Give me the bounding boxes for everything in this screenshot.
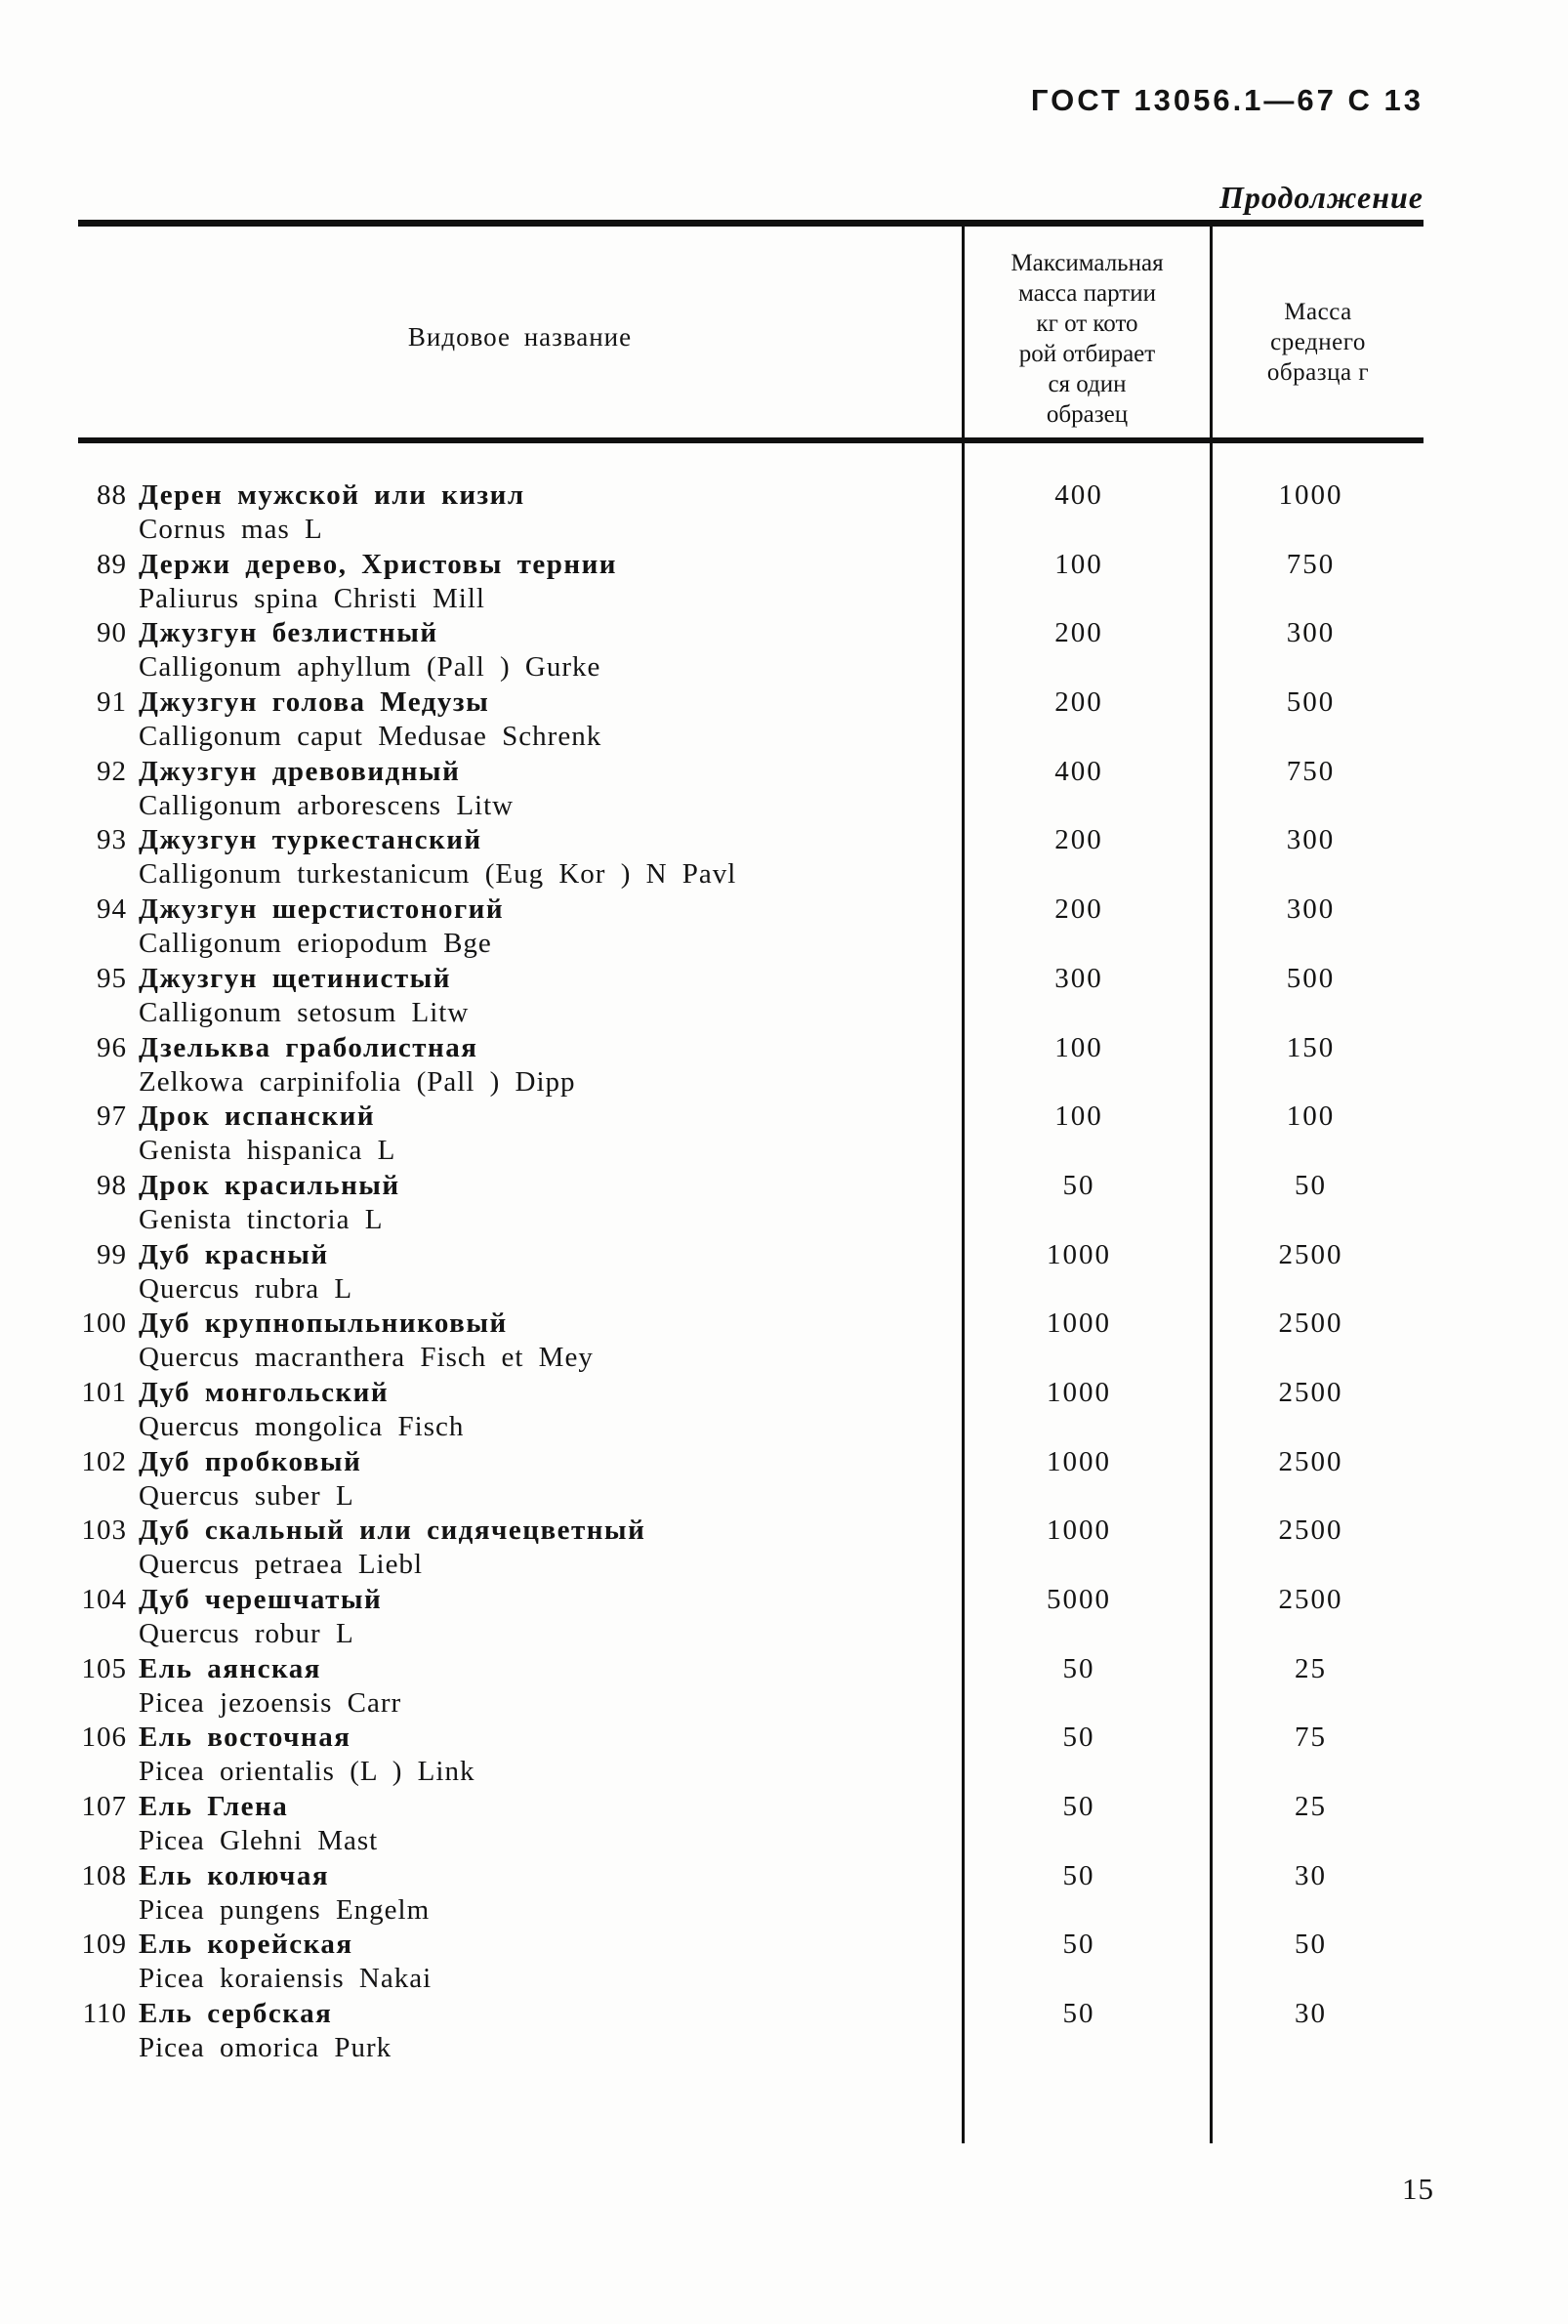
- gost-standard-stamp: ГОСТ 13056.1—67 С 13: [1030, 83, 1424, 117]
- table-row: [78, 1100, 1424, 1169]
- species-name-latin: Picea pungens Engelm: [139, 1893, 431, 1926]
- species-name-latin: Calligonum aphyllum (Pall ) Gurke: [139, 651, 601, 684]
- table-row: [78, 1514, 1424, 1583]
- species-name-russian: Дуб монгольский: [139, 1376, 390, 1408]
- avg-sample-mass-value: 750: [1286, 548, 1336, 580]
- table-row: [78, 823, 1424, 892]
- header-line: ся один: [1048, 371, 1127, 397]
- species-name-russian: Дзельква граболистная: [139, 1031, 478, 1063]
- avg-sample-mass-value: 25: [1295, 1791, 1327, 1823]
- max-batch-mass-value: 50: [1062, 1859, 1095, 1891]
- max-batch-mass-value: 50: [1062, 1998, 1095, 2030]
- species-name-latin: Picea koraiensis Nakai: [139, 1963, 433, 1995]
- avg-sample-mass-value: 150: [1286, 1031, 1336, 1063]
- table-body: [78, 443, 1424, 2066]
- max-batch-mass-value: 200: [1054, 893, 1103, 926]
- species-name-latin: Genista tinctoria L: [139, 1203, 384, 1235]
- table-row: [78, 548, 1424, 617]
- avg-sample-mass-value: 2500: [1278, 1445, 1343, 1477]
- continuation-label: Продолжение: [1219, 180, 1424, 215]
- avg-sample-mass-value: 30: [1295, 1998, 1327, 2030]
- species-name-russian: Дуб пробковый: [139, 1445, 362, 1477]
- row-number: 105: [81, 1652, 127, 1684]
- row-number: 94: [97, 893, 127, 926]
- row-number: 91: [97, 686, 127, 719]
- species-name-russian: Дуб черешчатый: [139, 1584, 383, 1615]
- row-number: 100: [81, 1307, 127, 1340]
- table-row: [78, 892, 1424, 962]
- species-name-russian: Ель Глена: [139, 1791, 289, 1823]
- max-batch-mass-value: 100: [1054, 1031, 1103, 1063]
- avg-sample-mass-value: 500: [1286, 686, 1336, 719]
- table-row: [78, 1790, 1424, 1859]
- table-row: [78, 1238, 1424, 1307]
- header-line: среднего: [1270, 329, 1366, 355]
- avg-sample-mass-value: 300: [1286, 824, 1336, 856]
- row-number: 88: [97, 479, 127, 511]
- species-name-russian: Джузгун древовидный: [139, 755, 461, 787]
- species-name-latin: Quercus rubra L: [139, 1272, 353, 1305]
- avg-sample-mass-value: 75: [1295, 1722, 1327, 1754]
- table-row: [78, 755, 1424, 824]
- species-name-russian: Ель колючая: [139, 1859, 330, 1891]
- max-batch-mass-value: 100: [1054, 548, 1103, 580]
- species-name-russian: Держи дерево, Христовы тернии: [139, 548, 618, 580]
- row-number: 107: [81, 1791, 127, 1823]
- row-number: 95: [97, 962, 127, 994]
- species-name-russian: Ель восточная: [139, 1722, 351, 1754]
- table-row: [78, 1307, 1424, 1376]
- max-batch-mass-value: 50: [1062, 1652, 1095, 1684]
- species-name-latin: Quercus suber L: [139, 1479, 354, 1512]
- species-name-latin: Calligonum caput Medusae Schrenk: [139, 721, 602, 753]
- header-line: масса партии: [1018, 280, 1156, 307]
- avg-sample-mass-value: 2500: [1278, 1515, 1343, 1547]
- table-row: [78, 1859, 1424, 1929]
- avg-sample-mass-value: 25: [1295, 1652, 1327, 1684]
- max-batch-mass-value: 50: [1062, 1169, 1095, 1201]
- row-number: 99: [97, 1238, 127, 1270]
- header-line: образца г: [1266, 359, 1370, 386]
- table-row: [78, 1169, 1424, 1238]
- species-name-russian: Дерен мужской или кизил: [139, 479, 525, 511]
- species-name-latin: Quercus petraea Liebl: [139, 1549, 424, 1581]
- max-batch-mass-value: 1000: [1047, 1515, 1111, 1547]
- species-name-latin: Picea Glehni Mast: [139, 1825, 379, 1857]
- row-number: 109: [81, 1929, 127, 1961]
- column-header-avg-sample-mass: [1213, 227, 1424, 437]
- species-name-latin: Quercus mongolica Fisch: [139, 1410, 465, 1442]
- column-header-species-name: Видовое название: [407, 322, 633, 352]
- row-number: 103: [81, 1515, 127, 1547]
- species-name-latin: Picea orientalis (L ) Link: [139, 1756, 475, 1788]
- max-batch-mass-value: 1000: [1047, 1307, 1111, 1340]
- avg-sample-mass-value: 100: [1286, 1100, 1336, 1133]
- species-name-latin: Cornus mas L: [139, 514, 323, 545]
- avg-sample-mass-value: 2500: [1278, 1376, 1343, 1408]
- max-batch-mass-value: 200: [1054, 824, 1103, 856]
- row-number: 108: [81, 1859, 127, 1891]
- row-number: 110: [82, 1998, 127, 2030]
- header-line: рой отбирает: [1018, 341, 1156, 367]
- avg-sample-mass-value: 50: [1295, 1929, 1327, 1961]
- species-name-russian: Ель аянская: [139, 1652, 321, 1684]
- row-number: 98: [97, 1169, 127, 1201]
- max-batch-mass-value: 50: [1062, 1929, 1095, 1961]
- species-name-latin: Quercus robur L: [139, 1618, 354, 1649]
- avg-sample-mass-value: 300: [1286, 893, 1336, 926]
- species-name-latin: Calligonum arborescens Litw: [139, 789, 515, 821]
- row-number: 104: [81, 1584, 127, 1615]
- avg-sample-mass-value: 50: [1295, 1169, 1327, 1201]
- table-row: [78, 1652, 1424, 1722]
- species-name-latin: Calligonum setosum Litw: [139, 996, 470, 1028]
- species-name-latin: Calligonum turkestanicum (Eug Kor ) N Pavl: [139, 858, 737, 891]
- species-name-russian: Дрок красильный: [139, 1169, 400, 1201]
- row-number: 93: [97, 824, 127, 856]
- table-row: [78, 962, 1424, 1031]
- species-name-russian: Ель корейская: [139, 1929, 353, 1961]
- table-row: [78, 1583, 1424, 1652]
- table-top-rule: [78, 220, 1424, 227]
- avg-sample-mass-value: 2500: [1278, 1307, 1343, 1340]
- max-batch-mass-value: 100: [1054, 1100, 1103, 1133]
- table-row: [78, 616, 1424, 685]
- species-name-russian: Ель сербская: [139, 1998, 333, 2030]
- header-line: Максимальная: [1011, 250, 1164, 276]
- species-name-russian: Джузгун голова Медузы: [139, 686, 490, 719]
- species-name-latin: Picea omorica Purk: [139, 2032, 392, 2064]
- species-name-latin: Picea jezoensis Carr: [139, 1686, 402, 1719]
- row-number: 101: [81, 1376, 127, 1408]
- page-number: 15: [1402, 2172, 1434, 2206]
- max-batch-mass-value: 1000: [1047, 1238, 1111, 1270]
- max-batch-mass-value: 400: [1054, 755, 1103, 787]
- max-batch-mass-value: 400: [1054, 479, 1103, 511]
- avg-sample-mass-value: 2500: [1278, 1238, 1343, 1270]
- species-name-latin: Zelkowa carpinifolia (Pall ) Dipp: [139, 1065, 576, 1098]
- row-number: 92: [97, 755, 127, 787]
- table-row: [78, 1997, 1424, 2066]
- max-batch-mass-value: 200: [1054, 686, 1103, 719]
- species-mass-table: [78, 220, 1424, 2143]
- max-batch-mass-value: 5000: [1047, 1584, 1111, 1615]
- avg-sample-mass-value: 500: [1286, 962, 1336, 994]
- max-batch-mass-value: 50: [1062, 1791, 1095, 1823]
- table-row: [78, 478, 1424, 548]
- row-number: 97: [97, 1100, 127, 1133]
- avg-sample-mass-value: 750: [1286, 755, 1336, 787]
- table-row: [78, 1031, 1424, 1100]
- species-name-latin: Paliurus spina Christi Mill: [139, 582, 485, 614]
- max-batch-mass-value: 50: [1062, 1722, 1095, 1754]
- header-line: образец: [1046, 401, 1129, 428]
- species-name-russian: Дуб скальный или сидячецветный: [139, 1515, 646, 1547]
- avg-sample-mass-value: 30: [1295, 1859, 1327, 1891]
- avg-sample-mass-value: 2500: [1278, 1584, 1343, 1615]
- species-name-russian: Джузгун щетинистый: [139, 962, 451, 994]
- species-name-russian: Дрок испанский: [139, 1100, 376, 1133]
- row-number: 96: [97, 1031, 127, 1063]
- avg-sample-mass-value: 1000: [1278, 479, 1343, 511]
- header-line: Масса: [1284, 299, 1352, 325]
- table-row: [78, 1376, 1424, 1445]
- table-row: [78, 1445, 1424, 1515]
- species-name-latin: Quercus macranthera Fisch et Mey: [139, 1342, 594, 1374]
- table-row: [78, 1721, 1424, 1790]
- max-batch-mass-value: 200: [1054, 617, 1103, 649]
- species-name-latin: Genista hispanica L: [139, 1135, 396, 1167]
- row-number: 106: [81, 1722, 127, 1754]
- species-name-russian: Джузгун безлистный: [139, 617, 438, 649]
- column-header-max-batch-mass: [965, 227, 1210, 437]
- row-number: 90: [97, 617, 127, 649]
- max-batch-mass-value: 1000: [1047, 1376, 1111, 1408]
- species-name-latin: Calligonum eriopodum Bge: [139, 928, 492, 960]
- table-row: [78, 1928, 1424, 1997]
- species-name-russian: Джузгун туркестанский: [139, 824, 482, 856]
- species-name-russian: Дуб крупнопыльниковый: [139, 1307, 508, 1340]
- row-number: 89: [97, 548, 127, 580]
- avg-sample-mass-value: 300: [1286, 617, 1336, 649]
- max-batch-mass-value: 300: [1054, 962, 1103, 994]
- header-line: кг от кото: [1036, 311, 1138, 337]
- row-number: 102: [81, 1445, 127, 1477]
- table-header: [78, 227, 1424, 437]
- species-name-russian: Дуб красный: [139, 1238, 329, 1270]
- species-name-russian: Джузгун шерстистоногий: [139, 893, 505, 926]
- max-batch-mass-value: 1000: [1047, 1445, 1111, 1477]
- table-row: [78, 685, 1424, 755]
